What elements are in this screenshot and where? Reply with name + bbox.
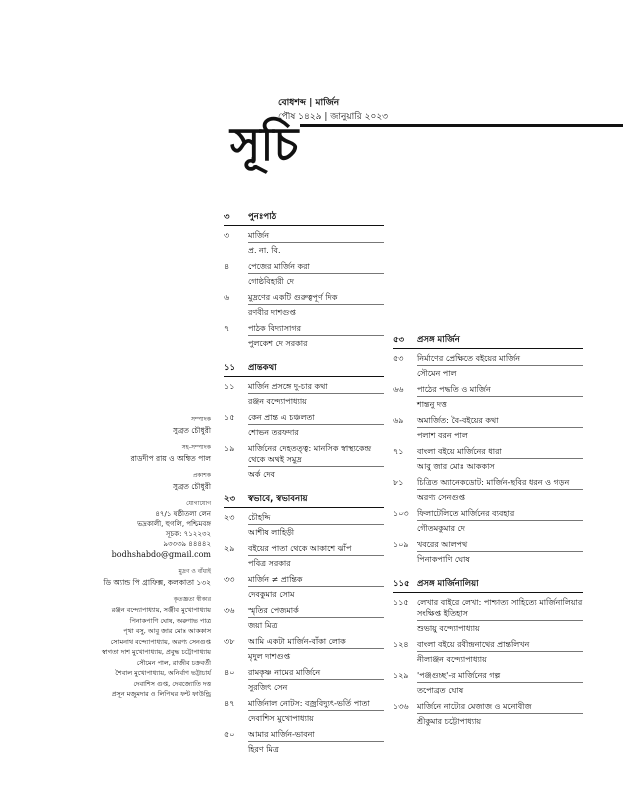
section-gap: [224, 354, 384, 362]
entry-title: পেজের মার্জিন করা: [248, 261, 384, 274]
entry-page-number: ২৯: [224, 544, 235, 553]
entry-title: স্মৃতির পেজমার্ক: [248, 605, 384, 618]
toc-entry[interactable]: [393, 597, 583, 639]
magazine-name: বোধশব্দ | মার্জিন: [278, 98, 340, 108]
thanks-line: পিনাকপাণি ঘোষ, অরুণাভ পাত্র: [129, 616, 211, 625]
section-title: প্রসঙ্গ মার্জিন: [417, 335, 460, 345]
entry-body: [248, 261, 384, 292]
entry-title: বাংলা বইয়ে রবীন্দ্রনাথের প্রান্তলিখন: [417, 639, 583, 652]
entry-body: [248, 574, 384, 605]
toc-entry[interactable]: [224, 667, 384, 698]
entry-body: [417, 477, 583, 508]
toc-entry[interactable]: [393, 539, 583, 570]
section-page-number: ১১: [224, 363, 236, 373]
entry-page-number: ৫০: [224, 730, 235, 739]
toc-entry[interactable]: [393, 508, 583, 539]
entry-author: প্র. না. বি.: [248, 246, 281, 255]
toc-entry[interactable]: [224, 574, 384, 605]
thanks-line: শৈবাল মুখোপাধ্যায়, অনির্বাণ ভট্টাচার্য: [115, 669, 211, 677]
entry-author: অর্ক দেব: [248, 470, 275, 479]
entry-author: পিনাকপাণি ঘোষ: [417, 555, 470, 564]
entry-body: [248, 381, 384, 412]
entry-author: তপোব্রত ঘোষ: [417, 686, 464, 695]
section-heading: [224, 362, 384, 377]
issue-date: পৌষ ১৪২৯ | জানুয়ারি ২০২৩: [278, 112, 389, 122]
entry-page-number: ৫৩: [393, 354, 404, 363]
toc-entry[interactable]: [224, 412, 384, 443]
thanks-line: পৃথা বসু, আবু জার মোঃ আককাস: [123, 627, 211, 635]
entry-title: কেন প্রান্ত এ চঞ্চলতা: [248, 412, 384, 425]
entry-author: রণবীর দাশগুপ্ত: [248, 308, 296, 317]
section-gap: [393, 570, 583, 578]
entry-author: সুরজিৎ সেন: [248, 683, 288, 692]
entry-author: পবিত্র সরকার: [248, 559, 291, 568]
toc-column-2: [393, 334, 583, 732]
toc-entry[interactable]: [224, 512, 384, 543]
entry-body: [417, 446, 583, 477]
coeditor-label: সহ-সম্পাদক: [181, 444, 211, 451]
thanks-line: সৌমেন পাল, রাজীব চক্রবর্তী: [136, 658, 211, 667]
entry-title: ফিলাটেলিতে মার্জিনের ব্যবহার: [417, 508, 583, 521]
entry-page-number: ৩৬: [224, 606, 235, 615]
entry-body: [248, 292, 384, 323]
entry-body: [248, 605, 384, 636]
entry-author: জয়া মিত্র: [248, 621, 278, 630]
entry-body: [248, 729, 384, 760]
phone-number: ৯৩৩৩৯ ৪৪৪৪২: [163, 540, 211, 548]
entry-body: [248, 443, 384, 485]
entry-page-number: ৭১: [393, 447, 404, 456]
entry-author: গোষ্ঠবিহারী দে: [248, 277, 294, 286]
thanks-label: কৃতজ্ঞতা স্বীকার: [173, 596, 211, 603]
toc-entry[interactable]: [393, 639, 583, 670]
toc-entry[interactable]: [393, 701, 583, 732]
entry-page-number: ১০৩: [393, 509, 409, 518]
entry-title: লেখার বাইরে লেখা: পাশ্চাত্য সাহিত্যে মার্জিনালিয়ার সংক্ষিপ্ত ইতিহাস: [417, 597, 583, 621]
entry-title: মার্জিন ≠ প্রান্তিক: [248, 574, 384, 587]
entry-title: মার্জিন: [248, 230, 384, 243]
section-heading: [224, 493, 384, 508]
printer-name: ডি অ্যান্ড পি গ্রাফিক্স, কলকাতা ১৩২: [103, 578, 211, 587]
entry-author: পলাশ বরন পাল: [417, 431, 468, 440]
entry-body: [417, 353, 583, 384]
entry-title: চিত্রিত অ্যানেকডোট: মার্জিন-ছবির ধরন ও গড়ন: [417, 477, 583, 490]
entry-title: আমি একটা মার্জিন-বাঁকা লোক: [248, 636, 384, 649]
toc-entry[interactable]: [393, 353, 583, 384]
entry-title: নির্মাণের প্রেক্ষিতে বইয়ের মার্জিন: [417, 353, 583, 366]
publisher-name: সুব্রত চৌধুরী: [172, 482, 211, 491]
entry-body: [417, 415, 583, 446]
entry-body: [248, 412, 384, 443]
entry-title: বইয়ের পাতা থেকে আকাশে ঝাঁপ: [248, 543, 384, 556]
section-title: স্বভাবে, স্বভাবনায়: [248, 494, 308, 504]
entry-title: মার্জিনের দেহতত্ত্ব: মানসিক স্বাস্থ্যকেন্দ্র থেকে অথই সমুদ্র: [248, 443, 384, 467]
toc-entry[interactable]: [224, 605, 384, 636]
section-title: প্রসঙ্গ মার্জিনালিয়া: [417, 579, 479, 589]
entry-title: অমার্জিত: বৈ-বইয়ের কথা: [417, 415, 583, 428]
entry-author: আশীষ লাহিড়ী: [248, 528, 295, 537]
entry-author: শান্তনু দত্ত: [417, 400, 447, 409]
entry-page-number: ৮১: [393, 478, 404, 487]
page-title: সূচি: [230, 117, 299, 171]
entry-title: 'পঞ্জগুচ্ছ'-র মার্জিনের গল্প: [417, 670, 583, 683]
entry-title: মুদ্রণের একটি গুরুত্বপূর্ণ দিক: [248, 292, 384, 305]
toc-entry[interactable]: [393, 670, 583, 701]
entry-page-number: ১১: [224, 382, 235, 391]
entry-body: [248, 323, 384, 354]
coeditor-names: রাডদীপ রায় ও অম্বিত পাল: [130, 454, 211, 463]
entry-body: [417, 384, 583, 415]
toc-entry[interactable]: [224, 230, 384, 261]
entry-body: [417, 670, 583, 701]
entry-page-number: ৬: [224, 293, 230, 302]
section-page-number: ৫৩: [393, 335, 405, 345]
entry-author: গৌতমকুমার দে: [417, 524, 465, 533]
editor-name: সুব্রত চৌধুরী: [172, 426, 211, 435]
toc-entry[interactable]: [224, 381, 384, 412]
entry-body: [248, 636, 384, 667]
entry-author: হিরণ মিত্র: [248, 745, 279, 754]
entry-page-number: ৪: [224, 262, 230, 271]
toc-entry[interactable]: [224, 443, 384, 485]
entry-title: চৌহদ্দি: [248, 512, 384, 525]
section-title: প্রান্তকথা: [248, 363, 277, 373]
entry-page-number: ১৫: [224, 413, 235, 422]
entry-page-number: ৬৬: [393, 385, 404, 394]
thanks-line: সোমনাথ বন্দ্যোপাধ্যায়, অরণ্য সেনগুপ্ত: [110, 637, 211, 646]
address-line-1: ৪৭/১ ষষ্ঠীতলা লেন: [155, 510, 211, 518]
entry-author: রঞ্জন বন্দ্যোপাধ্যায়: [248, 397, 307, 406]
entry-author: নীলাঞ্জন বন্দ্যোপাধ্যায়: [417, 655, 487, 664]
toc-entry[interactable]: [393, 446, 583, 477]
entry-body: [417, 701, 583, 732]
entry-page-number: ৪০: [224, 668, 235, 677]
section-heading: [393, 578, 583, 593]
entry-title: পাঠক বিদ্যাসাগর: [248, 323, 384, 336]
toc-entry[interactable]: [224, 698, 384, 729]
entry-title: আমার মার্জিন-ভাবনা: [248, 729, 384, 742]
entry-body: [248, 667, 384, 698]
toc-entry[interactable]: [224, 543, 384, 574]
toc-entry[interactable]: [224, 292, 384, 323]
entry-page-number: ৩৮: [224, 637, 235, 646]
entry-title: মার্জিনাল নোটস: বজ্রবিদ্যুৎ-ভর্তি পাতা: [248, 698, 384, 711]
section-gap: [224, 485, 384, 493]
entry-page-number: ১১৫: [393, 598, 409, 607]
toc-entry[interactable]: [393, 384, 583, 415]
thanks-line: রঞ্জন বন্দ্যোপাধ্যায়, সঞ্জীব মুখোপাধ্যায়: [111, 606, 211, 614]
entry-author: মৃদুল দাশগুপ্ত: [248, 652, 291, 661]
section-page-number: ২৩: [224, 494, 236, 504]
entry-page-number: ৬৯: [393, 416, 404, 425]
entry-body: [417, 508, 583, 539]
entry-author: অরণ্য সেনগুপ্ত: [417, 493, 466, 502]
title-rule: [300, 124, 623, 127]
entry-title: খবরের আলপথ: [417, 539, 583, 552]
entry-author: পুলকেশ দে সরকার: [248, 339, 308, 348]
entry-page-number: ২৩: [224, 513, 235, 522]
section-heading: [393, 334, 583, 349]
section-page-number: ৩: [224, 212, 230, 222]
section-page-number: ১১৫: [393, 579, 410, 589]
entry-title: মার্জিনে নাট্যের মেজাজ ও মনোবীজ: [417, 701, 583, 714]
entry-title: পাঠের পদ্ধতি ও মার্জিন: [417, 384, 583, 397]
entry-body: [248, 698, 384, 729]
entry-page-number: ৩: [224, 231, 230, 240]
credits-block: [86, 408, 211, 700]
contact-label: যোগাযোগ: [186, 500, 211, 507]
entry-page-number: ১২৪: [393, 640, 409, 649]
entry-page-number: ৪৭: [224, 699, 235, 708]
entry-body: [248, 543, 384, 574]
entry-author: শোভন তরফদার: [248, 428, 299, 437]
entry-page-number: ১৯: [224, 444, 235, 453]
entry-author: দেবকুমার সোম: [248, 590, 295, 599]
section-title: পুনঃপাঠ: [248, 212, 277, 222]
entry-author: শুভায়ু বন্দ্যোপাধ্যায়: [417, 624, 480, 633]
entry-title: বাংলা বইয়ে মার্জিনের ধারা: [417, 446, 583, 459]
thanks-line: দেবাশিস গুপ্ত, দেবজ্যোতি দত্ত: [133, 679, 211, 688]
entry-page-number: ১০৯: [393, 540, 409, 549]
toc-column-1: [224, 211, 384, 760]
thanks-line: স্বাগতা দাশ মুখোপাধ্যায়, প্রবুদ্ধ চট্টোপাধ্যায়: [101, 648, 211, 656]
toc-entry[interactable]: [393, 477, 583, 508]
entry-page-number: ১২৯: [393, 671, 409, 680]
publisher-label: প্রকাশক: [192, 472, 211, 479]
pin-code: সূচক: ৭১২২৩২: [165, 530, 211, 538]
entry-author: শ্রীকুমার চট্টোপাধ্যায়: [417, 717, 482, 726]
thanks-line: প্রসূন মজুমদার ও লিপিঘর ফন্ট ফাউন্ড্রি: [111, 690, 211, 698]
toc-entry[interactable]: [224, 323, 384, 354]
entry-page-number: ৭: [224, 324, 230, 333]
toc-entry[interactable]: [224, 261, 384, 292]
entry-page-number: ৩৩: [224, 575, 235, 584]
entry-body: [417, 597, 583, 639]
entry-body: [248, 230, 384, 261]
entry-title: মার্জিন প্রসঙ্গে দু-চার কথা: [248, 381, 384, 394]
email-address: bodhshabdo@gmail.com: [111, 550, 211, 559]
entry-page-number: ১৩৬: [393, 702, 409, 711]
entry-body: [417, 539, 583, 570]
toc-entry[interactable]: [224, 729, 384, 760]
entry-author: সৌমেন পাল: [417, 369, 457, 378]
toc-entry[interactable]: [224, 636, 384, 667]
entry-author: আবু জার মোঃ আককাস: [417, 462, 495, 471]
entry-body: [248, 512, 384, 543]
entry-title: রামকৃষ্ণ নামের মার্জিনে: [248, 667, 384, 680]
address-line-2: ভদ্রকালী, হুগলি, পশ্চিমবঙ্গ: [137, 520, 211, 528]
editor-label: সম্পাদক: [190, 416, 211, 423]
entry-body: [417, 639, 583, 670]
print-label: মুদ্রণ ও বাঁধাই: [178, 568, 211, 575]
toc-entry[interactable]: [393, 415, 583, 446]
entry-author: দেবাশিস মুখোপাধ্যায়: [248, 714, 314, 723]
section-heading: [224, 211, 384, 226]
